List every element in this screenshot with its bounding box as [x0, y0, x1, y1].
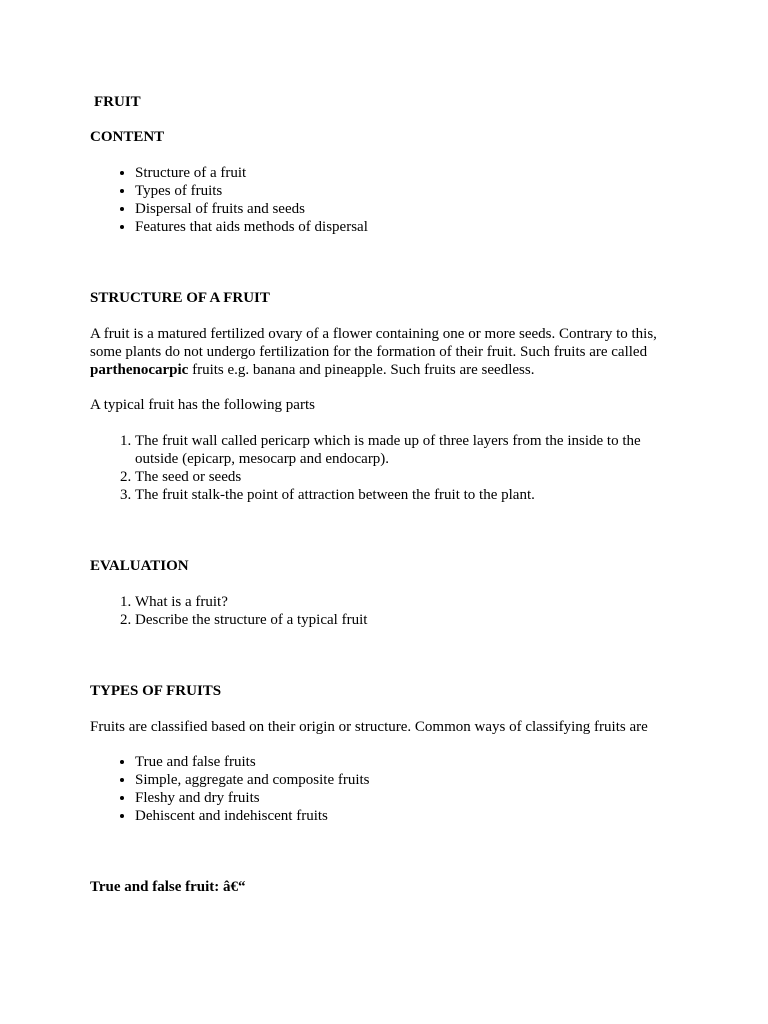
list-item: 3. The fruit stalk-the point of attraction between the fruit to the plant. — [135, 486, 670, 504]
evaluation-list — [90, 593, 670, 629]
list-item: • True and false fruits — [135, 753, 670, 771]
document-page — [90, 93, 670, 896]
list-item: 1. What is a fruit? — [135, 593, 670, 611]
list-item: • Features that aids methods of dispersal — [135, 218, 670, 236]
list-item: • Dispersal of fruits and seeds — [135, 200, 670, 218]
content-heading: CONTENT — [90, 129, 165, 145]
structure-paragraph — [90, 325, 670, 379]
list-item: • Simple, aggregate and composite fruits — [135, 771, 670, 789]
types-heading: TYPES OF FRUITS — [90, 683, 222, 699]
list-item: • Fleshy and dry fruits — [135, 789, 670, 807]
structure-text-end: fruits e.g. banana and pineapple. Such fruits are seedless. — [188, 362, 535, 378]
types-list — [90, 753, 670, 825]
parts-list — [90, 432, 670, 504]
parts-intro: A typical fruit has the following parts — [90, 397, 315, 413]
list-item: 2. Describe the structure of a typical fruit — [135, 611, 670, 629]
types-intro: Fruits are classified based on their origin or structure. Common ways of classifying fruits are — [90, 719, 648, 735]
list-item: 2. The seed or seeds — [135, 468, 670, 486]
list-item: 1. The fruit wall called pericarp which is made up of three layers from the inside to the outside (epicarp, mesocarp and endocarp). — [135, 432, 670, 468]
list-item: • Structure of a fruit — [135, 164, 670, 182]
content-list — [90, 164, 670, 236]
true-false-heading: True and false fruit: â€“ — [90, 879, 246, 895]
structure-text-bold: parthenocarpic — [90, 362, 189, 378]
document-title: FRUIT — [94, 94, 141, 110]
evaluation-heading: EVALUATION — [90, 558, 189, 574]
list-item: • Types of fruits — [135, 182, 670, 200]
structure-heading: STRUCTURE OF A FRUIT — [90, 290, 270, 306]
structure-text-start: A fruit is a matured fertilized ovary of a flower containing one or more seeds. Contrary to this, some plants do not undergo fertilization for the formation of their fruit. Such fruits are called — [90, 326, 657, 360]
list-item: • Dehiscent and indehiscent fruits — [135, 807, 670, 825]
